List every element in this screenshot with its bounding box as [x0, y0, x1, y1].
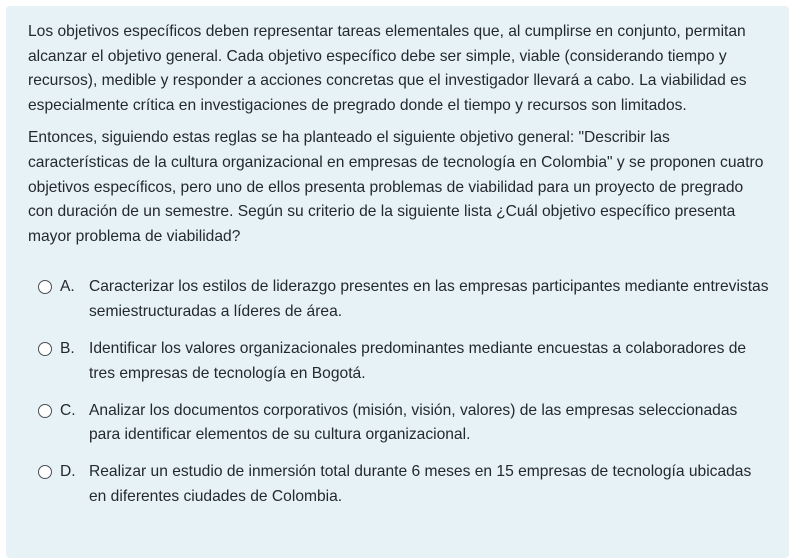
option-letter: D.	[60, 463, 76, 481]
question-card	[6, 6, 789, 558]
option-c[interactable]	[38, 399, 769, 448]
radio-button-a[interactable]	[38, 280, 52, 294]
answer-options	[28, 275, 769, 509]
option-text: Caracterizar los estilos de liderazgo presentes en las empresas participantes mediante entrevistas semiestructuradas a líderes de área.	[89, 278, 769, 320]
radio-button-c[interactable]	[38, 404, 52, 418]
option-a[interactable]	[38, 275, 769, 324]
option-b[interactable]	[38, 337, 769, 386]
option-letter: B.	[60, 340, 75, 358]
option-text: Identificar los valores organizacionales predominantes mediante encuestas a colaboradores de tres empresas de tecnología en Bogotá.	[89, 340, 747, 382]
question-prompt-paragraph: Entonces, siguiendo estas reglas se ha planteado el siguiente objetivo general: "Describir las características de la cultura organizacional en empresas de tecnología en Colombia" y se proponen cuatro objetivos específicos, pero uno de ellos presenta problemas de viabilidad para un proyecto de pregrado con duración de un semestre. Según su criterio de la siguiente lista ¿Cuál objetivo específico presenta mayor problema de viabilidad?	[28, 129, 764, 245]
option-text: Realizar un estudio de inmersión total durante 6 meses en 15 empresas de tecnología ubicadas en diferentes ciudades de Colombia.	[89, 463, 752, 505]
option-d[interactable]	[38, 460, 769, 509]
radio-button-d[interactable]	[38, 465, 52, 479]
radio-button-b[interactable]	[38, 342, 52, 356]
option-letter: A.	[60, 278, 75, 296]
option-letter: C.	[60, 401, 76, 419]
option-text: Analizar los documentos corporativos (misión, visión, valores) de las empresas seleccionadas para identificar elementos de su cultura organizacional.	[89, 401, 738, 444]
question-intro-paragraph: Los objetivos específicos deben representar tareas elementales que, al cumplirse en conjunto, permitan alcanzar el objetivo general. Cada objetivo específico debe ser simple, viable (considerando tiempo y recursos), medible y responder a acciones concretas que el investigador llevará a cabo. La viabilidad es especialmente crítica en investigaciones de pregrado donde el tiempo y recursos son limitados.	[28, 23, 747, 114]
